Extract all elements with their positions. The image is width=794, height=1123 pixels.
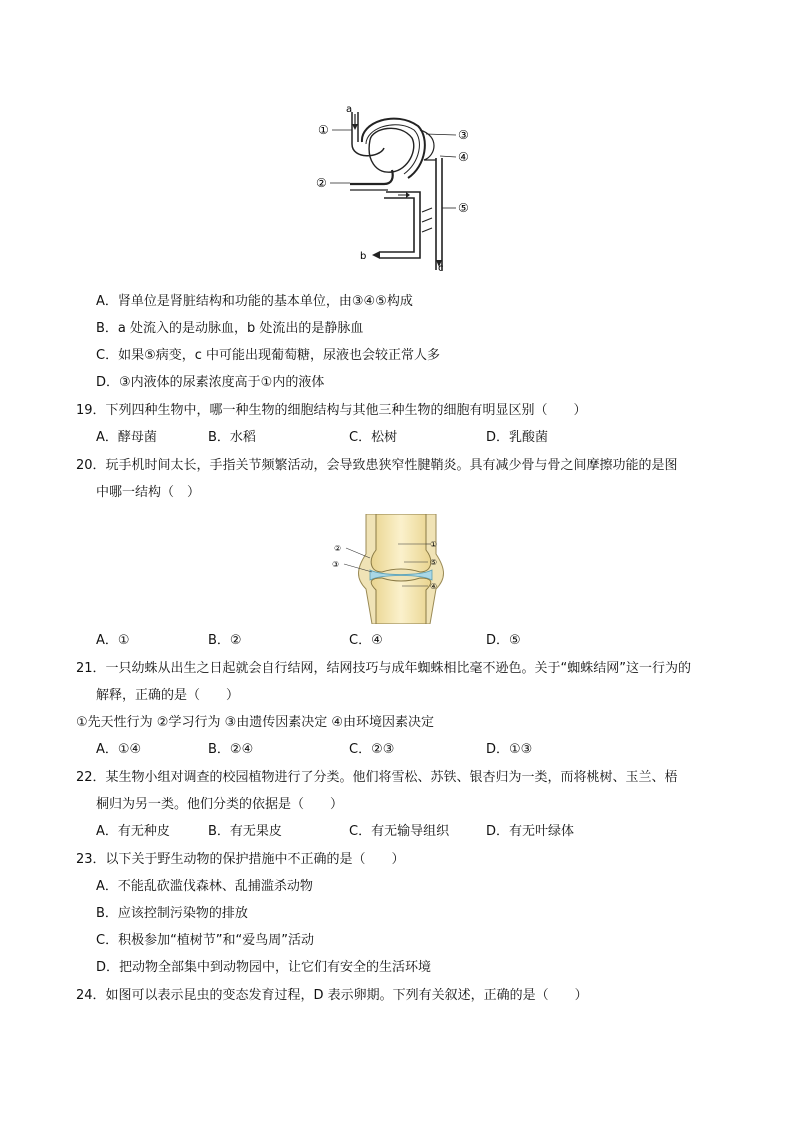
q22-option-c: C．有无输导组织 — [349, 824, 450, 839]
q18-option-c: C．如果⑤病变，c 中可能出现葡萄糖，尿液也会较正常人多 — [96, 348, 441, 363]
q20-option-a: A．① — [96, 633, 130, 648]
q19-option-d: D．乳酸菌 — [486, 430, 549, 445]
q18-option-d: D．③内液体的尿素浓度高于①内的液体 — [96, 375, 325, 390]
q23-option-c: C．积极参加“植树节”和“爱鸟周”活动 — [96, 933, 315, 948]
label-4: ④ — [458, 150, 469, 164]
q21-option-d: D．①③ — [486, 742, 533, 757]
q23-option-d: D．把动物全部集中到动物园中，让它们有安全的生活环境 — [96, 960, 432, 975]
joint-label-5: ⑤ — [430, 558, 438, 567]
q20-option-b: B．② — [208, 633, 242, 648]
q23-option-b: B．应该控制污染物的排放 — [96, 906, 248, 921]
q19-option-c: C．松树 — [349, 430, 398, 445]
q21-option-b: B．②④ — [208, 742, 254, 757]
q22-option-a: A．有无种皮 — [96, 824, 170, 839]
q22-stem-line2: 桐归为另一类。他们分类的依据是（ ） — [96, 797, 344, 812]
q22-option-d: D．有无叶绿体 — [486, 824, 575, 839]
q20-stem-line2: 中哪一结构（ ） — [96, 485, 201, 500]
q21-option-a: A．①④ — [96, 742, 142, 757]
q21-option-c: C．②③ — [349, 742, 395, 757]
label-b: b — [360, 251, 367, 262]
nephron-diagram — [300, 100, 500, 275]
q22-option-b: B．有无果皮 — [208, 824, 282, 839]
q23-option-a: A．不能乱砍滥伐森林、乱捕滥杀动物 — [96, 879, 313, 894]
joint-diagram — [326, 514, 476, 624]
q19-stem: 19．下列四种生物中，哪一种生物的细胞结构与其他三种生物的细胞有明显区别（ ） — [76, 403, 587, 418]
joint-label-1: ① — [430, 540, 438, 549]
label-5: ⑤ — [458, 201, 469, 215]
q21-items: ①先天性行为 ②学习行为 ③由遗传因素决定 ④由环境因素决定 — [76, 715, 435, 730]
q19-option-a: A．酵母菌 — [96, 430, 157, 445]
label-1: ① — [318, 123, 329, 137]
label-2: ② — [316, 176, 327, 190]
label-3: ③ — [458, 128, 469, 142]
q23-stem: 23．以下关于野生动物的保护措施中不正确的是（ ） — [76, 852, 405, 867]
q18-option-b: B．a 处流入的是动脉血，b 处流出的是静脉血 — [96, 321, 364, 336]
q22-stem-line1: 22．某生物小组对调查的校园植物进行了分类。他们将雪松、苏铁、银杏归为一类，而将桃树、玉兰、梧 — [76, 770, 678, 785]
q20-stem-line1: 20．玩手机时间太长，手指关节频繁活动，会导致患狭窄性腱鞘炎。具有减少骨与骨之间摩擦功能的是图 — [76, 458, 678, 473]
joint-label-2: ② — [334, 544, 342, 553]
q21-stem-line2: 解释，正确的是（ ） — [96, 688, 240, 703]
q19-option-b: B．水稻 — [208, 430, 256, 445]
joint-label-3: ③ — [332, 560, 340, 569]
q21-stem-line1: 21．一只幼蛛从出生之日起就会自行结网，结网技巧与成年蜘蛛相比毫不逊色。关于“蜘蛛结网”这一行为的 — [76, 661, 692, 676]
q20-option-d: D．⑤ — [486, 633, 521, 648]
label-c: c — [438, 263, 444, 274]
joint-label-4: ④ — [430, 582, 438, 591]
q24-stem: 24．如图可以表示昆虫的变态发育过程，D 表示卵期。下列有关叙述，正确的是（ ） — [76, 988, 588, 1003]
q18-option-a: A．肾单位是肾脏结构和功能的基本单位，由③④⑤构成 — [96, 294, 413, 309]
q20-option-c: C．④ — [349, 633, 383, 648]
label-a: a — [346, 104, 353, 115]
